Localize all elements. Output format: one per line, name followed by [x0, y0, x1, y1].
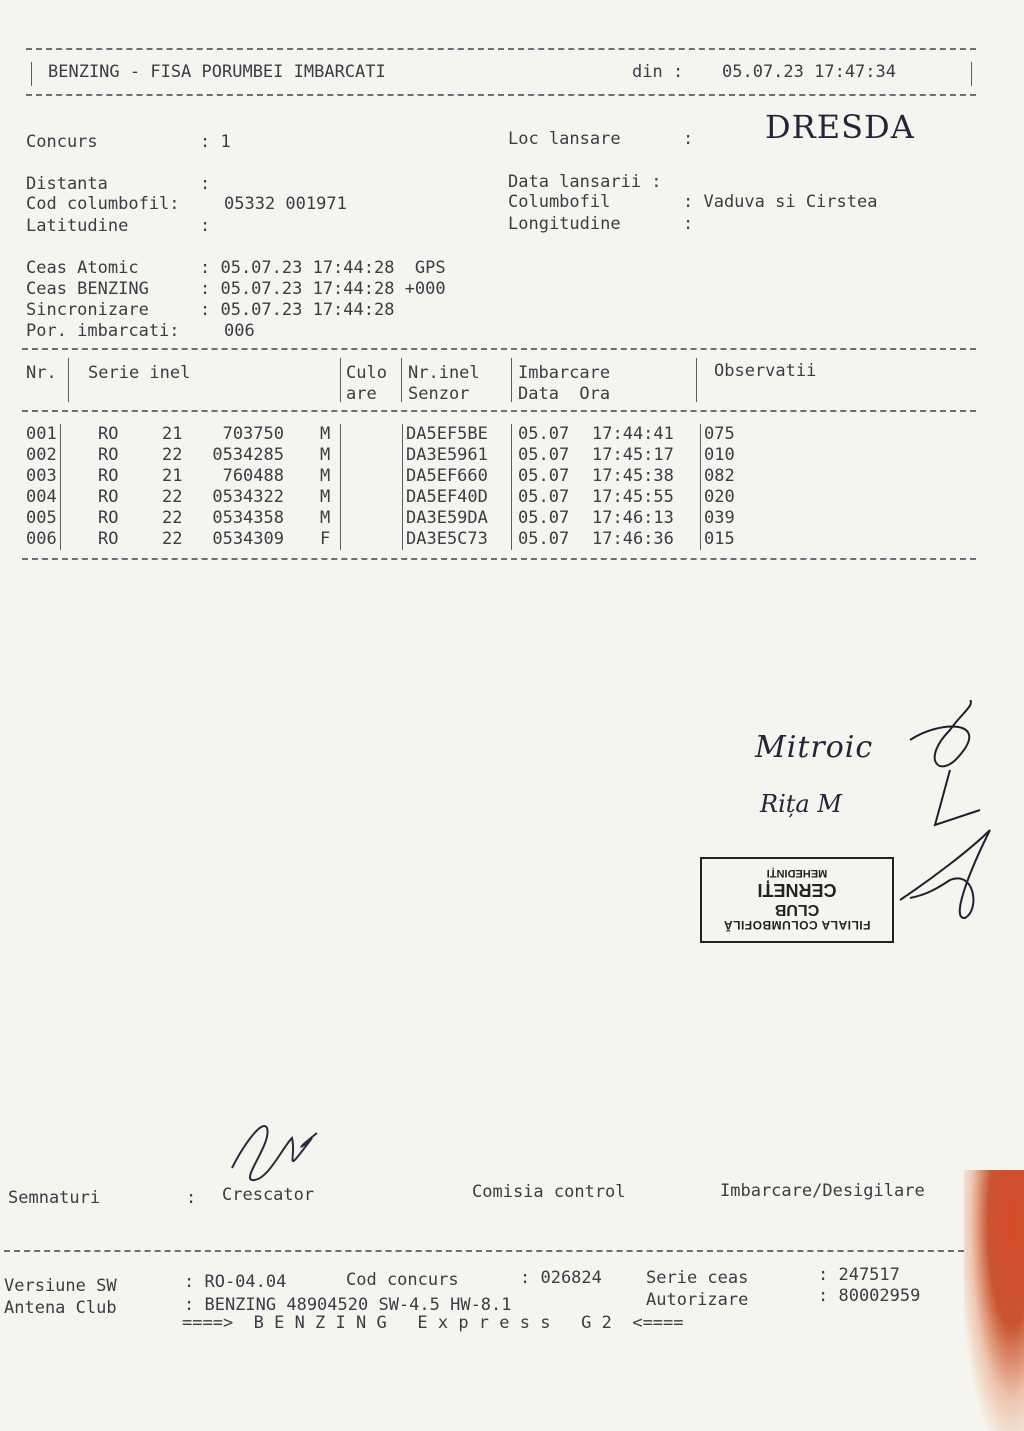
cell-nr: 005 — [26, 508, 57, 528]
cell-tara: RO — [98, 424, 119, 444]
cell-obs: 015 — [704, 529, 735, 549]
longitudine-label: Longitudine — [508, 214, 621, 234]
cell-ora: 17:45:17 — [592, 445, 674, 465]
columbofil-value: : Vaduva si Cirstea — [683, 192, 878, 212]
cell-obs: 039 — [704, 508, 735, 528]
cell-ora: 17:46:36 — [592, 529, 674, 549]
cell-data: 05.07 — [518, 487, 570, 507]
loc-lansare-label: Loc lansare — [508, 129, 621, 149]
crescator-signature — [222, 1108, 322, 1188]
cell-ora: 17:46:13 — [592, 508, 674, 528]
cell-senzor: DA5EF660 — [406, 466, 488, 486]
table-header-rule — [22, 410, 976, 412]
porumbei-imbarcati-value: 006 — [224, 321, 255, 341]
versiune-sw-value: : RO-04.04 — [184, 1272, 287, 1292]
cell-sex: M — [320, 487, 331, 507]
latitudine-label: Latitudine — [26, 216, 129, 236]
cell-senzor: DA3E59DA — [406, 508, 488, 528]
antena-club-value: : BENZING 48904520 SW-4.5 HW-8.1 — [184, 1295, 512, 1315]
ceas-atomic-label: Ceas Atomic — [26, 258, 139, 278]
cell-sex: M — [320, 508, 331, 528]
columbofil-label: Columbofil — [508, 192, 611, 212]
data-lansarii-label: Data lansarii : — [508, 172, 662, 192]
cell-inel: 0534358 — [212, 508, 284, 528]
table-top-rule — [22, 348, 976, 350]
col-divider — [340, 358, 341, 402]
ceas-benzing-label: Ceas BENZING — [26, 279, 149, 299]
cell-tara: RO — [98, 466, 119, 486]
header-title: BENZING - FISA PORUMBEI IMBARCATI — [48, 62, 386, 82]
versiune-sw-label: Versiune SW — [4, 1276, 117, 1296]
cell-sex: M — [320, 466, 331, 486]
header-top-rule — [26, 48, 976, 50]
header-bottom-rule — [26, 94, 976, 96]
cell-ora: 17:45:38 — [592, 466, 674, 486]
header-left-bar — [31, 62, 32, 86]
sincronizare-label: Sincronizare — [26, 300, 149, 320]
cell-obs: 010 — [704, 445, 735, 465]
col-divider — [60, 424, 61, 550]
sincronizare-value: : 05.07.23 17:44:28 — [200, 300, 395, 320]
cell-senzor: DA5EF5BE — [406, 424, 488, 444]
club-stamp — [700, 857, 894, 943]
cell-tara: RO — [98, 445, 119, 465]
header-data-ora: Data Ora — [518, 384, 611, 404]
col-divider — [700, 424, 701, 550]
cell-obs: 075 — [704, 424, 735, 444]
header-din-value: 05.07.23 17:47:34 — [722, 62, 896, 82]
header-nr-inel: Nr.inel — [408, 363, 480, 383]
cod-concurs-value: : 026824 — [520, 1268, 602, 1288]
cell-an: 22 — [162, 445, 183, 465]
cell-data: 05.07 — [518, 424, 570, 444]
cell-nr: 006 — [26, 529, 57, 549]
distanta-value: : — [200, 174, 211, 194]
table-bottom-rule — [22, 558, 976, 560]
handwritten-name-2: Rița M — [760, 790, 842, 818]
col-divider — [402, 424, 403, 550]
header-right-bar — [971, 62, 972, 86]
loc-lansare-colon: : — [683, 129, 694, 149]
cod-columbofil-value: 05332 001971 — [224, 194, 347, 214]
autorizare-value: : 80002959 — [818, 1286, 921, 1306]
cell-sex: M — [320, 445, 331, 465]
cell-data: 05.07 — [518, 445, 570, 465]
col-divider — [401, 358, 402, 402]
cell-sex: F — [320, 529, 331, 549]
handwritten-name-1: Mitroic — [755, 730, 874, 765]
header-serie-inel: Serie inel — [88, 363, 191, 383]
cell-data: 05.07 — [518, 508, 570, 528]
header-senzor: Senzor — [408, 384, 470, 404]
cell-nr: 004 — [26, 487, 57, 507]
footer-rule — [4, 1250, 964, 1252]
cell-inel: 0534285 — [212, 445, 284, 465]
handwritten-signatures — [880, 700, 1000, 930]
cell-data: 05.07 — [518, 529, 570, 549]
cell-sex: M — [320, 424, 331, 444]
paper-stain — [964, 1170, 1024, 1431]
cell-ora: 17:45:55 — [592, 487, 674, 507]
semnaturi-colon: : — [186, 1188, 197, 1208]
cell-ora: 17:44:41 — [592, 424, 674, 444]
cell-senzor: DA3E5961 — [406, 445, 488, 465]
cell-tara: RO — [98, 508, 119, 528]
stamp-line-4: MEHEDINȚI — [766, 867, 828, 880]
crescator-label: Crescator — [222, 1185, 315, 1205]
cell-obs: 020 — [704, 487, 735, 507]
antena-club-label: Antena Club — [4, 1298, 117, 1318]
cell-tara: RO — [98, 529, 119, 549]
cell-inel: 760488 — [222, 466, 284, 486]
cell-an: 22 — [162, 508, 183, 528]
distanta-label: Distanta — [26, 174, 108, 194]
stamp-line-2: CLUB — [774, 901, 820, 919]
col-divider — [511, 424, 512, 550]
stamp-line-3: CERNEȚI — [757, 880, 837, 901]
cod-concurs-label: Cod concurs — [346, 1270, 459, 1290]
cell-an: 21 — [162, 424, 183, 444]
stamp-line-1: FILIALA COLUMBOFILĂ — [723, 918, 871, 933]
comisia-control-label: Comisia control — [472, 1182, 626, 1202]
cell-an: 22 — [162, 487, 183, 507]
autorizare-label: Autorizare — [646, 1290, 749, 1310]
imbarcare-desigilare-label: Imbarcare/Desigilare — [720, 1181, 925, 1201]
cell-inel: 0534309 — [212, 529, 284, 549]
cell-inel: 0534322 — [212, 487, 284, 507]
cell-an: 22 — [162, 529, 183, 549]
ceas-atomic-value: : 05.07.23 17:44:28 GPS — [200, 258, 446, 278]
cell-nr: 003 — [26, 466, 57, 486]
cod-columbofil-label: Cod columbofil: — [26, 194, 180, 214]
latitudine-value: : — [200, 216, 211, 236]
header-imbarcare: Imbarcare — [518, 363, 611, 383]
serie-ceas-value: : 247517 — [818, 1265, 900, 1285]
col-divider — [511, 358, 512, 402]
porumbei-imbarcati-label: Por. imbarcati: — [26, 321, 180, 341]
header-observatii: Observatii — [714, 361, 817, 381]
concurs-value: : 1 — [200, 132, 231, 152]
cell-inel: 703750 — [222, 424, 284, 444]
ceas-benzing-value: : 05.07.23 17:44:28 +000 — [200, 279, 446, 299]
header-culoare-2: are — [346, 384, 377, 404]
col-divider — [68, 358, 69, 402]
cell-an: 21 — [162, 466, 183, 486]
header-culoare-1: Culo — [346, 363, 387, 383]
cell-tara: RO — [98, 487, 119, 507]
concurs-label: Concurs — [26, 132, 98, 152]
longitudine-value: : — [683, 214, 694, 234]
cell-obs: 082 — [704, 466, 735, 486]
cell-senzor: DA5EF40D — [406, 487, 488, 507]
cell-nr: 002 — [26, 445, 57, 465]
loc-lansare-handwritten: DRESDA — [765, 108, 915, 146]
cell-data: 05.07 — [518, 466, 570, 486]
semnaturi-label: Semnaturi — [8, 1188, 101, 1208]
col-divider — [340, 424, 341, 550]
cell-senzor: DA3E5C73 — [406, 529, 488, 549]
header-nr: Nr. — [26, 363, 57, 383]
serie-ceas-label: Serie ceas — [646, 1268, 749, 1288]
benzing-express-banner: ====> B E N Z I N G E x p r e s s G 2 <==== — [182, 1313, 684, 1333]
col-divider — [696, 358, 697, 402]
cell-nr: 001 — [26, 424, 57, 444]
header-din-label: din : — [632, 62, 684, 82]
